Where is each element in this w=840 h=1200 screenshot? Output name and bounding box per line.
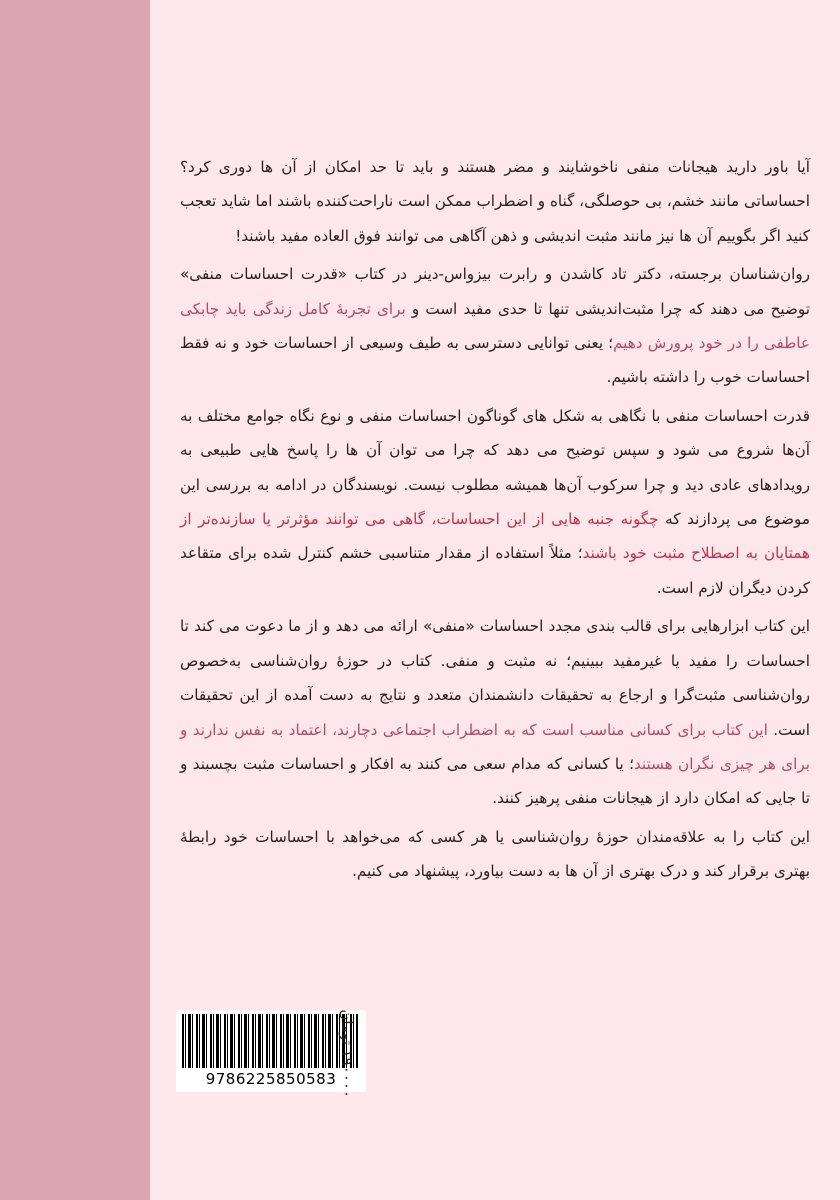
isbn-number: 9786225850583: [205, 1070, 337, 1088]
book-spine: [0, 0, 150, 1200]
paragraph-1: آیا باور دارید هیجانات منفی ناخوشایند و مضر هستند و باید تا حد امکان از آن ها دوری کرد؟ احساساتی مانند خشم، بی حوصلگی، گناه و اضطراب ممکن است ناراحت‌کننده باشند اما شاید تعجب کنید اگر بگوییم آن ها نیز مانند مثبت اندیشی و ذهن آگاهی می توانند فوق العاده مفید باشند!: [180, 158, 810, 245]
paragraph-4-text-a: این کتاب ابزارهایی برای قالب بندی مجدد احساسات «منفی» ارائه می دهد و از ما دعوت می کند تا احساسات را مفید یا غیرمفید ببینیم؛ نه مثبت و منفی. کتاب در حوزهٔ روان‌شناسی به‌خصوص روان‌شناسی مثبت‌گرا و ارجاع به تحقیقات دانشمندان متعدد و نتایج به دست آمده از این تحقیقات است.: [180, 617, 810, 739]
paragraph-3: [180, 399, 810, 605]
paragraph-4: [180, 609, 810, 815]
paragraph-3-text-b: ؛ مثلاً استفاده از مقدار متناسبی خشم کنترل شده برای متقاعد کردن دیگران لازم است.: [180, 544, 810, 597]
paragraph-2: [180, 257, 810, 395]
paragraph-2-text-b: ؛ یعنی توانایی دسترسی به طیف وسیعی از احساسات خود و نه فقط احساسات خوب را داشته باشیم.: [180, 334, 810, 387]
paragraph-3-highlight: چگونه جنبه هایی از این احساسات، گاهی می توانند مؤثرتر یا سازنده‌تر از همتایان به اصطلاح مثبت خود باشند: [180, 510, 810, 563]
paragraph-4-highlight: این کتاب برای کسانی مناسب است که به اضطراب اجتماعی دچارند، اعتماد به نفس ندارند و برای هر چیزی نگران هستند: [180, 720, 810, 773]
blurb-text: [180, 150, 810, 893]
price-label: ۱۹۰۰۰۰ تومان: [338, 1009, 356, 1098]
paragraph-2-text-a: روان‌شناسان برجسته، دکتر تاد کاشدن و رابرت بیزواس-دینر در کتاب «قدرت احساسات منفی» توضیح می دهند که چرا مثبت‌اندیشی تنها تا حدی مفید است و: [180, 265, 810, 318]
paragraph-4-text-b: ؛ یا کسانی که مدام سعی می کنند به افکار و احساسات مثبت بچسبند و تا جایی که امکان دارد از هیجانات منفی پرهیز کنند.: [180, 754, 810, 808]
paragraph-3-text-a: قدرت احساسات منفی با نگاهی به شکل های گوناگون احساسات منفی و نوع نگاه جوامع مختلف به آن‌ها شروع می شود و سپس توضیح می دهد که چرا می توان آن ها را پاسخ هایی طبیعی به رویدادهای عادی دید و چرا سرکوب آن‌ها همیشه مطلوب نیست. نویسندگان در ادامه به بررسی این موضوع می پردازند که: [180, 406, 810, 529]
paragraph-2-highlight: برای تجربهٔ کامل زندگی باید چابکی عاطفی را در خود پرورش دهیم: [180, 299, 810, 353]
paragraph-5: این کتاب را به علاقه‌مندان حوزهٔ روان‌شناسی یا هر کسی که می‌خواهد با احساسات خود رابطهٔ بهتری برقرار کند و درک بهتری از آن ها به دست بیاورد، پیشنهاد می کنیم.: [180, 827, 810, 881]
